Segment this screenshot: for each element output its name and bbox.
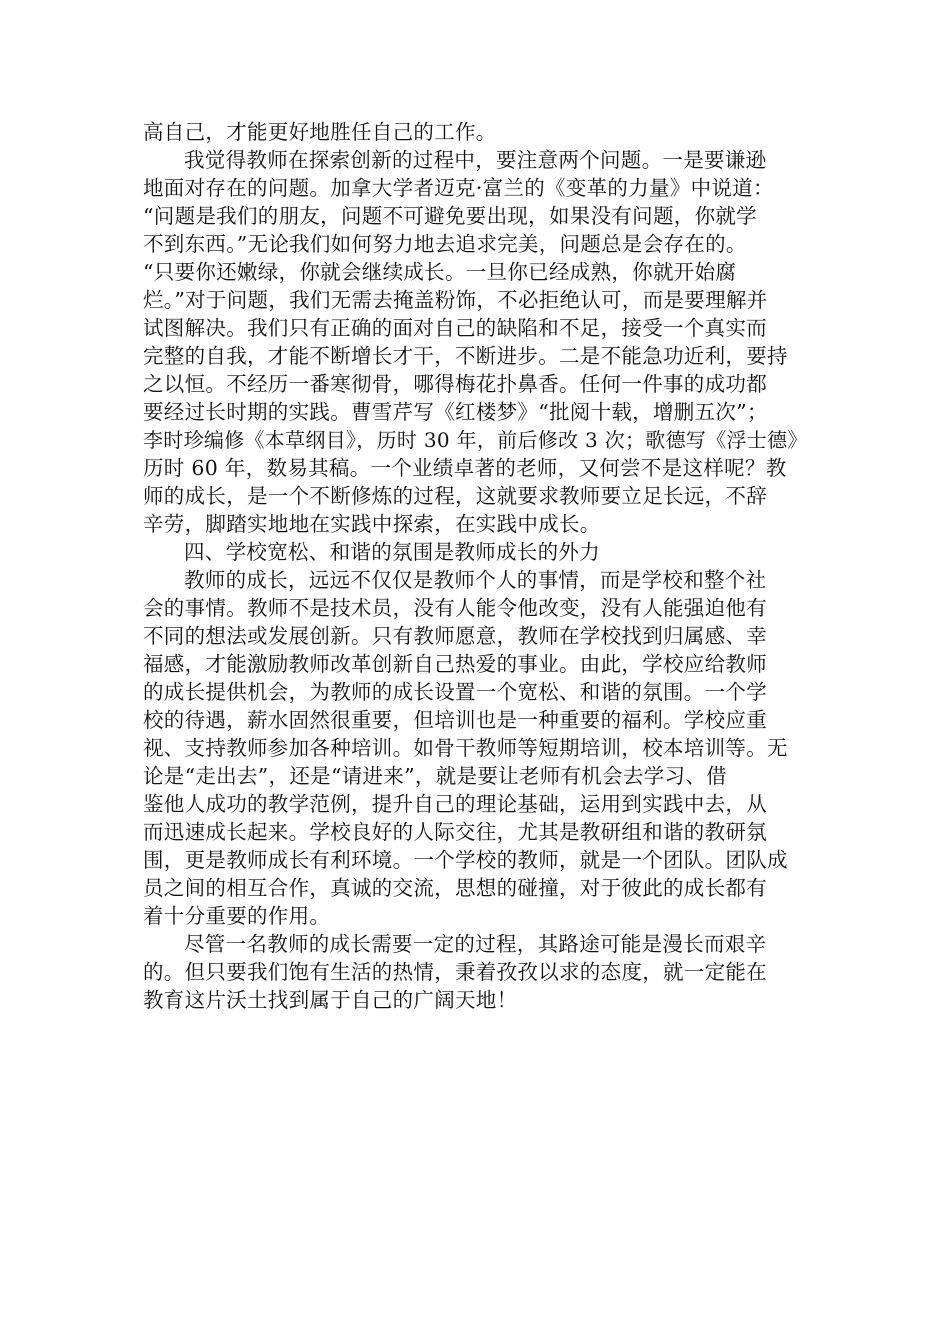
- text-line: 着十分重要的作用。: [143, 904, 331, 928]
- text-line: 辛劳，脚踏实地地在实践中探索，在实践中成长。: [143, 512, 601, 536]
- text-line: 高自己，才能更好地胜任自己的工作。: [143, 120, 497, 144]
- text-line: 地面对存在的问题。加拿大学者迈克·富兰的《变革的力量》中说道：: [143, 176, 774, 200]
- text-line: 李时珍编修《本草纲目》，历时 30 年，前后修改 3 次；歌德写《浮士德》: [143, 428, 808, 452]
- text-line: 鉴他人成功的教学范例，提升自己的理论基础，运用到实践中去，从: [143, 792, 767, 816]
- text-line: 不同的想法或发展创新。只有教师愿意，教师在学校找到归属感、幸: [143, 624, 767, 648]
- text-line: 历时 60 年，数易其稿。一个业绩卓著的老师，又何尝不是这样呢？教: [143, 456, 787, 480]
- text-line: 教师的成长，远远不仅仅是教师个人的事情，而是学校和整个社: [184, 568, 767, 592]
- text-line: 要经过长时期的实践。曹雪芹写《红楼梦》“批阅十载，增删五次”；: [143, 400, 768, 424]
- text-line: 不到东西。”无论我们如何努力地去追求完美，问题总是会存在的。: [143, 232, 747, 256]
- text-line: 试图解决。我们只有正确的面对自己的缺陷和不足，接受一个真实而: [143, 316, 767, 340]
- text-line: 会的事情。教师不是技术员，没有人能令他改变，没有人能强迫他有: [143, 596, 767, 620]
- text-line: 员之间的相互合作，真诚的交流，思想的碰撞，对于彼此的成长都有: [143, 876, 767, 900]
- section-heading: 四、学校宽松、和谐的氛围是教师成长的外力: [184, 540, 600, 564]
- text-line: 完整的自我，才能不断增长才干，不断进步。二是不能急功近利，要持: [143, 344, 788, 368]
- text-line: 烂。”对于问题，我们无需去掩盖粉饰，不必拒绝认可，而是要理解并: [143, 288, 768, 312]
- text-line: 视、支持教师参加各种培训。如骨干教师等短期培训，校本培训等。无: [143, 736, 788, 760]
- text-line: 师的成长，是一个不断修炼的过程，这就要求教师要立足长远，不辞: [143, 484, 767, 508]
- document-body: [143, 118, 810, 1014]
- text-line: “问题是我们的朋友，问题不可避免要出现，如果没有问题，你就学: [143, 204, 757, 228]
- text-line: 之以恒。不经历一番寒彻骨，哪得梅花扑鼻香。任何一件事的成功都: [143, 372, 767, 396]
- text-line: 的。但只要我们饱有生活的热情，秉着孜孜以求的态度，就一定能在: [143, 960, 767, 984]
- text-line: 尽管一名教师的成长需要一定的过程，其路途可能是漫长而艰辛: [184, 932, 767, 956]
- text-line: 论是“走出去”，还是“请进来”，就是要让老师有机会去学习、借: [143, 764, 727, 788]
- text-line: 我觉得教师在探索创新的过程中，要注意两个问题。一是要谦逊: [184, 148, 767, 172]
- text-line: 围，更是教师成长有利环境。一个学校的教师，就是一个团队。团队成: [143, 848, 788, 872]
- text-line: 校的待遇，薪水固然很重要，但培训也是一种重要的福利。学校应重: [143, 708, 767, 732]
- text-line: 而迅速成长起来。学校良好的人际交往，尤其是教研组和谐的教研氛: [143, 820, 767, 844]
- text-line: 福感，才能激励教师改革创新自己热爱的事业。由此，学校应给教师: [143, 652, 767, 676]
- text-line: 的成长提供机会，为教师的成长设置一个宽松、和谐的氛围。一个学: [143, 680, 767, 704]
- text-line: 教育这片沃土找到属于自己的广阔天地！: [143, 988, 518, 1012]
- document-page: [143, 118, 810, 1014]
- text-line: “只要你还嫩绿，你就会继续成长。一旦你已经成熟，你就开始腐: [143, 260, 737, 284]
